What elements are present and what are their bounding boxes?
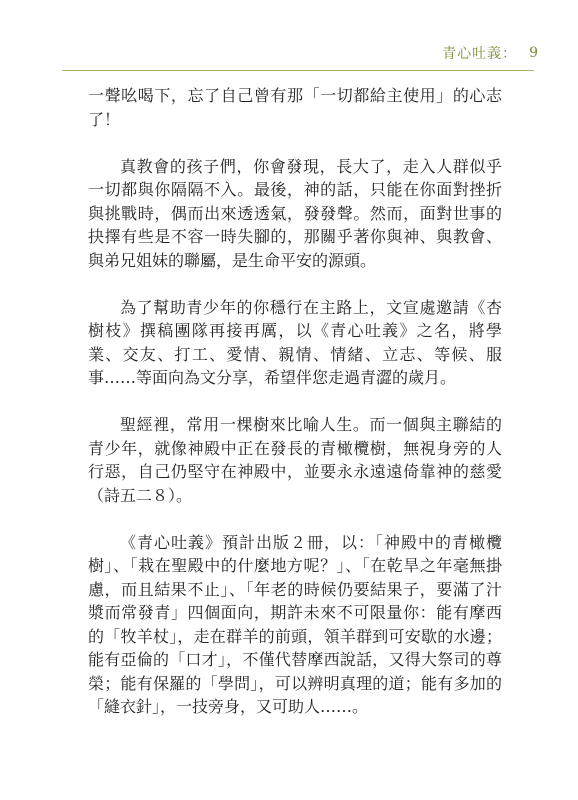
- paragraph: 一聲吆喝下，忘了自己曾有那「一切都給主使用」的心志了！: [88, 86, 502, 129]
- page-number: 9: [529, 45, 538, 61]
- paragraph: 真教會的孩子們，你會發現，長大了，走入人群似乎一切都與你隔隔不入。最後，神的話，只能在你面對挫折與挑戰時，偶而出來透透氣，發發聲。然而，面對世事的抉擇有些是不容一時失腳的，那關乎著你與神、與教會、與弟兄姐妹的聯屬，是生命平安的源頭。: [88, 156, 502, 270]
- paragraph: 聖經裡，常用一棵樹來比喻人生。而一個與主聯結的青少年，就像神殿中正在發長的青橄欖樹，無視身旁的人行惡，自己仍堅守在神殿中，並要永永遠遠倚靠神的慈愛（詩五二８）。: [88, 415, 502, 505]
- header-rule: [62, 70, 534, 71]
- body-text: [88, 84, 502, 742]
- paragraph: 《青心吐義》預計出版２冊，以：「神殿中的青橄欖樹」、「栽在聖殿中的什麼地方呢？」、「在乾旱之年毫無掛慮，而且結果不止」、「年老的時候仍要結果子，要滿了汁漿而常發青」四個面向，期許未來不可限量你：能有摩西的「牧羊杖」，走在群羊的前頭，領羊群到可安歇的水邊；能有亞倫的「口才」，不僅代替摩西說話，又得大祭司的尊榮；能有保羅的「學問」，可以辨明真理的道；能有多加的「縫衣針」，一技旁身，又可助人……。: [88, 532, 502, 716]
- paragraph: 為了幫助青少年的你穩行在主路上，文宣處邀請《杏樹枝》撰稿團隊再接再厲，以《青心吐義》之名，將學業、交友、打工、愛情、親情、情緒、立志、等候、服事……等面向為文分享，希望伴您走過青澀的歲月。: [88, 297, 502, 387]
- header-title: 青心吐義：: [442, 46, 518, 62]
- running-header: [442, 42, 538, 64]
